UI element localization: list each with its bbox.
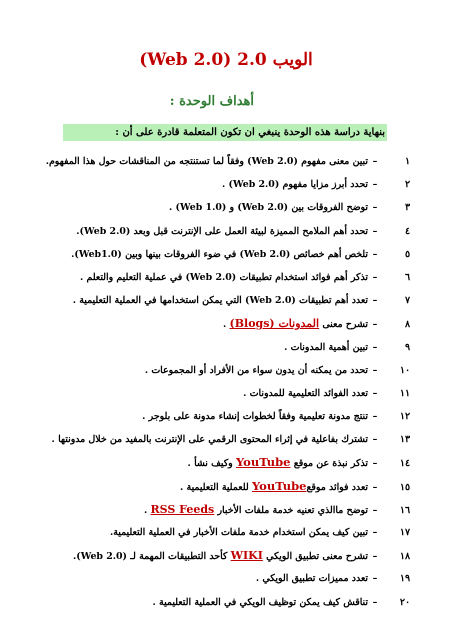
objective-text: تحدد من يمكنه أن يدون سواء من الأفراد أو المجموعات . xyxy=(144,364,368,376)
objective-number: ١ xyxy=(404,156,410,167)
objective-item xyxy=(30,220,410,243)
objective-item xyxy=(30,150,410,173)
objective-number: ٥ xyxy=(404,248,410,260)
objective-dash: – xyxy=(372,202,378,214)
objective-number: ٣ xyxy=(404,202,410,214)
objective-number: ٦ xyxy=(404,271,410,283)
objective-text: توضح ماالذي تعنيه خدمة ملفات الأخبار xyxy=(214,504,368,516)
objective-dash: – xyxy=(372,225,378,237)
objective-item xyxy=(30,196,410,219)
highlighted-term: المدونات (Blogs) xyxy=(229,317,320,331)
objective-dash: – xyxy=(372,411,378,423)
objective-number: ٧ xyxy=(404,295,410,307)
objective-number: ١٠ xyxy=(399,364,410,376)
objective-item xyxy=(30,475,410,498)
objective-number: ١١ xyxy=(399,387,410,399)
objective-text: تشرح معنى تطبيق الويكي xyxy=(262,551,368,563)
objective-number: ٤ xyxy=(404,225,410,237)
objective-dash: – xyxy=(372,364,378,376)
objective-text: تحدد أبرز مزايا مفهوم (Web 2.0) . xyxy=(222,179,368,191)
objective-item xyxy=(30,359,410,382)
objective-dash: – xyxy=(372,596,378,608)
objective-item xyxy=(30,405,410,428)
unit-objectives-heading: أهداف الوحدة : xyxy=(169,94,254,109)
objective-text: وكيف نشأ . xyxy=(187,458,236,470)
objective-text: تذكر أهم فوائد استخدام تطبيقات (Web 2.0) في عملية التعليم والتعلم . xyxy=(79,271,368,283)
objective-item xyxy=(30,289,410,312)
objective-dash: – xyxy=(372,434,378,446)
objective-number: ٢٠ xyxy=(399,596,410,608)
objective-text: تذكر نبذة عن موقع xyxy=(290,458,368,470)
objective-text: للعملية التعليمية . xyxy=(180,481,252,493)
objective-number: ١٢ xyxy=(399,411,410,423)
objective-item xyxy=(30,428,410,451)
objective-dash: – xyxy=(372,387,378,399)
intro-banner: بنهاية دراسة هذه الوحدة ينبغي ان تكون المتعلمة قادرة على أن : xyxy=(63,124,387,141)
objective-number: ١٣ xyxy=(399,434,410,446)
objective-item xyxy=(30,312,410,335)
objective-item xyxy=(30,451,410,474)
objective-text: . xyxy=(222,319,230,331)
objective-text: تبين أهمية المدونات . xyxy=(284,341,368,353)
objective-item xyxy=(30,243,410,266)
objective-number: ١٨ xyxy=(399,551,410,563)
objective-dash: – xyxy=(372,527,378,538)
objective-text: تشترك بفاعلية في إثراء المحتوى الرقمي على الإنترنت بالمفيد من خلال مدونتها . xyxy=(51,434,368,446)
objective-item xyxy=(30,567,410,590)
objective-item xyxy=(30,336,410,359)
highlighted-term: YouTube xyxy=(235,455,291,470)
objective-text: توضح الفروقات بين (Web 2.0) و (Web 1.0) . xyxy=(169,202,368,214)
objective-dash: – xyxy=(372,319,378,331)
objective-dash: – xyxy=(372,481,378,493)
objective-item xyxy=(30,591,410,614)
objective-dash: – xyxy=(372,248,378,260)
objective-text: تشرح معنى xyxy=(319,319,368,331)
objective-dash: – xyxy=(372,156,378,167)
objective-number: ٨ xyxy=(404,319,410,331)
objective-text: تناقش كيف يمكن توظيف الويكي في العملية التعليمية . xyxy=(152,596,368,608)
objective-dash: – xyxy=(372,573,378,585)
objective-text: تعدد مميزات تطبيق الويكي . xyxy=(255,573,368,585)
objective-text: كأحد التطبيقات المهمة لـ (Web 2.0). xyxy=(72,551,231,563)
objective-item xyxy=(30,498,410,521)
objective-dash: – xyxy=(372,295,378,307)
objective-text: تنتج مدونة تعليمية وفقاً لخطوات إنشاء مدونة على بلوجر . xyxy=(142,411,368,423)
objective-text: تلخص أهم خصائص (Web 2.0) في ضوء الفروقات بينها وبين (Web1.0). xyxy=(71,248,368,260)
objective-text: تبين كيف يمكن استخدام خدمة ملفات الأخبار في العملية التعليمية. xyxy=(109,527,368,538)
objective-dash: – xyxy=(372,458,378,470)
highlighted-term: WIKI xyxy=(230,549,263,563)
highlighted-term: YouTube xyxy=(251,478,307,493)
objective-dash: – xyxy=(372,551,378,563)
objectives-list xyxy=(30,150,410,614)
objective-dash: – xyxy=(372,504,378,516)
objective-number: ١٦ xyxy=(399,504,410,516)
objective-number: ٢ xyxy=(404,179,410,191)
objective-number: ١٩ xyxy=(399,573,410,585)
objective-dash: – xyxy=(372,271,378,283)
objective-text: تحدد أهم الملامح المميزة لبيئة العمل على الإنترنت قبل وبعد (Web 2.0). xyxy=(76,225,368,237)
page-title: الويب 2.0 (Web 2.0) xyxy=(139,50,313,70)
objective-number: ٩ xyxy=(404,341,410,353)
objective-text: . xyxy=(144,504,151,516)
objective-item xyxy=(30,173,410,196)
objective-item xyxy=(30,521,410,544)
objective-number: ١٥ xyxy=(399,481,410,493)
highlighted-term: RSS Feeds xyxy=(150,502,215,516)
objective-text: تبين معنى مفهوم (Web 2.0) وفقاً لما تستنتجه من المناقشات حول هذا المفهوم. xyxy=(45,156,368,167)
objective-text: تعدد الفوائد التعليمية للمدونات . xyxy=(243,387,368,399)
objective-text: تعدد أهم تطبيقات (Web 2.0) التي يمكن استخدامها في العملية التعليمية . xyxy=(72,295,368,307)
objective-item xyxy=(30,544,410,567)
objective-text: تعدد فوائد موقع xyxy=(306,481,368,493)
objective-item xyxy=(30,266,410,289)
objective-item xyxy=(30,382,410,405)
objective-dash: – xyxy=(372,179,378,191)
objective-number: ١٤ xyxy=(399,458,410,470)
objective-number: ١٧ xyxy=(399,527,410,538)
objective-dash: – xyxy=(372,341,378,353)
